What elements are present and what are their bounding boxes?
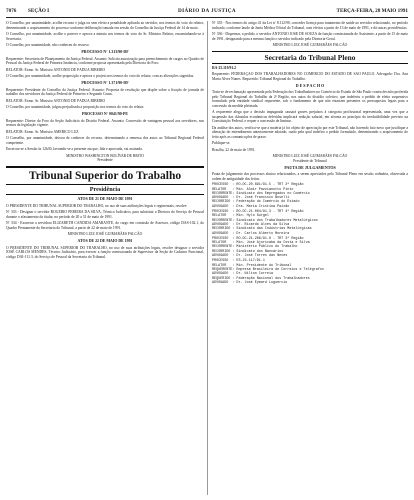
process-heading: PROCESSO Nº 1.371/90-DF: [81, 80, 129, 85]
paragraph: Encerrou-se a Sessão às 12h30, lavrando-se a presente ata que, lida e aprovada, vai assinada.: [6, 147, 143, 151]
paragraph: O Conselho, por unanimidade, deixou de conhecer do recurso, determinando a remessa dos autos ao Tribunal Regional Federal competente.: [6, 136, 204, 145]
court-banner: [6, 166, 204, 185]
paragraph: Trata-se de reclamação apresentada pela Federação dos Trabalhadores no Comércio do Estado de São Paulo contra decisão proferida pelo Tribunal Regional do Trabalho da 2ª Região, nos autos do dissídio coletivo, que indeferiu o pedido de efeito suspensivo formulado pela entidade sindical requerente, sob o fundamento de que não estariam presentes os pressupostos legais para a concessão da medida pleiteada.: [212, 90, 408, 108]
paragraph: Requerente: Presidente do Conselho da Justiça Federal. Assunto: Proposta de resolução que dispõe sobre a fixação de jornada de trabalho dos servidores da Justiça Federal de Primeiro e Segundo Graus.: [6, 87, 204, 96]
process-number: RA-25.119/91.2: [212, 65, 236, 70]
agenda-entry: PROCESSO : RO-DC-21.004/91.3 - TRT 4ª Região RELATOR : Min. Hylo Gurgel RECORRENTE: Sindicato dos Trabalhadores Metalúrgicos ADVOGADO : Dr. Ricardo Alves da Silva RECORRIDO : Sindicato das Indústrias Metalúrgicas ADVOGADO : Dr. Carlos Alberto Moreira: [212, 210, 318, 236]
paragraph: A requerente alega que a decisão impugnada causará graves prejuízos à categoria profissional representada, uma vez que a suspensão das cláusulas econômicas deferidas implicará redução salarial, em afronta ao princípio da irredutibilidade previsto na Constituição Federal, e requer a concessão de liminar.: [212, 110, 408, 124]
paragraph: O PRESIDENTE DO TRIBUNAL SUPERIOR DO TRABALHO, no uso de suas atribuições legais, resolve designar o servidor JOSÉ CARLOS MENDES, Técnico Judiciário, para exercer a função comissionada de Supervisor da Seção de Cadastro Funcional, código DAI-111.3, do Serviço de Pessoal da Secretaria do Tribunal.: [6, 245, 204, 259]
section-banner: [212, 51, 408, 64]
paragraph: Requerente: FEDERAÇÃO DOS TRABALHADORES NO COMÉRCIO DO ESTADO DE SÃO PAULO. Advogado: Dra. Ana Maria Alves Nunes. Requerido: Tribunal Regional do Trabalho.: [212, 72, 408, 81]
column-separator: [207, 21, 208, 495]
section-label: SEÇÃO I: [28, 8, 50, 14]
paragraph: Nº 334 - Exonerar a servidora ELIZABETH CÂNDIDA AMARANTE, do cargo em comissão de Assessor, código DAS-102.1, do Quadro Permanente da Secretaria do Tribunal, a partir de 22 de maio de 1991.: [6, 221, 204, 230]
relator-line: RELATOR: Exmo. Sr. Ministro ANTÔNIO DE PÁDUA RIBEIRO: [6, 98, 106, 103]
process-heading: PROCESSO Nº 0041/90-PE: [81, 111, 129, 116]
signature-role: Presidente do Tribunal: [293, 158, 327, 163]
header-rule: [6, 17, 408, 18]
left-column: [6, 21, 204, 261]
paragraph: Pauta de julgamento dos processos abaixo relacionados, a serem apreciados pelo Tribunal Pleno em sessão ordinária, observada a ordem de antiguidade dos feitos.: [212, 172, 408, 181]
agenda-heading: PAUTA DE JULGAMENTOS: [284, 165, 336, 171]
paragraph: Brasília, 22 de maio de 1991.: [212, 147, 256, 152]
court-title: Tribunal Superior do Trabalho: [28, 169, 182, 182]
relator-line: RELATOR: Exmo. Sr. Ministro AMÉRICO LUZ: [6, 129, 79, 134]
signature-name: MINISTRO LUIZ JOSÉ GUIMARÃES FALCÃO: [272, 154, 348, 159]
publication-title: DIÁRIO DA JUSTIÇA: [177, 8, 237, 14]
paragraph: Requerente: Secretaria de Planejamento da Justiça Federal. Assunto: Solicita autorização para preenchimento de cargos no Quadro de Pessoal da Justiça Federal de Primeira Instância, conforme proposta apresentada pela Diretoria do Foro.: [6, 56, 204, 65]
paragraph: Da análise dos autos, verifica-se que a matéria já foi objeto de apreciação por este Tribunal, não havendo fato novo que justifique a alteração do entendimento anteriormente adotado, razão pela qual indefiro o pedido formulado, determinando o arquivamento do feito após as comunicações de praxe.: [212, 125, 408, 139]
page-number: 7076: [6, 8, 17, 14]
signature-name: MINISTRO LUIZ JOSÉ GUIMARÃES FALCÃO: [272, 43, 348, 47]
acts-heading: ATOS DE 22 DE MAIO DE 1991: [77, 238, 133, 243]
paragraph: O Conselho, por unanimidade, acolhe o parecer e aprova a minuta nos termos do voto do Sr. Ministro Relator, encaminhando-se à Secretaria.: [6, 32, 204, 41]
agenda-entry: PROCESSO : ES-23.117/91.1 RELATOR : Min. Presidente do Tribunal REQUERENTE: Empresa Brasileira de Correios e Telégrafos ADVOGADO : Dr. Nilton Correia REQUERIDO : Federação Nacional dos Trabalhadores ADVOGADO : Dr. José Eymard Loguercio: [212, 259, 324, 285]
signature-name: MINISTRO LUIZ JOSÉ GUIMARÃES FALCÃO: [67, 232, 143, 237]
relator-line: RELATOR: Exmo. Sr. Ministro ANTÔNIO DE PÁDUA RIBEIRO: [6, 67, 106, 72]
paragraph: O Conselho, por unanimidade, julgou prejudicada a proposição nos termos do voto do relator.: [6, 105, 145, 109]
court-subsection: Presidência: [6, 185, 204, 195]
paragraph: Nº 333 - Designar o servidor ROGÉRIO PEREIRA DA SILVA, Técnico Judiciário, para substituir a Diretora do Serviço de Pessoal durante o afastamento da titular, no período de 20 a 31 de maio de 1991.: [6, 210, 204, 219]
paragraph: O Conselho, por unanimidade, acolhe recurso e julga ou sem efeito a penalidade aplicada ao servidor, nos termos do voto do relator, determinando o arquivamento do processo conforme deliberação tomada em sessão do Conselho da Justiça Federal de 14 de maio.: [6, 21, 204, 30]
section-title: Secretaria do Tribunal Pleno: [264, 52, 356, 62]
dispatch-heading: D E S P A C H O: [295, 83, 325, 89]
paragraph: O Conselho, por unanimidade, acolhe proposição e aprova o projeto nos termos do voto do relator, com as alterações sugeridas.: [6, 74, 195, 78]
page-header: [6, 6, 408, 16]
paragraph: O Conselho, por unanimidade, não conheceu do recurso.: [6, 43, 90, 47]
process-heading: PROCESSO Nº 1.313/90-DF: [81, 49, 129, 54]
right-column: [212, 21, 408, 286]
acts-heading: ATOS DE 21 DE MAIO DE 1991: [77, 196, 133, 201]
paragraph: Requerente: Diretor do Foro da Seção Judiciária do Distrito Federal. Assunto: Concessão de vantagem pessoal aos servidores, nos termos da legislação vigente.: [6, 118, 204, 127]
paragraph: Publique-se.: [212, 141, 231, 146]
signature-role: Presidente: [97, 158, 113, 163]
agenda-entry: PROCESSO : RO-DC-20.891/91.5 - TRT 2ª Região RELATOR : Min. Almir Pazzianotto Pinto RECORRENTE: Sindicato dos Empregados no Comércio ADVOGADO : Dr. José Francisco Boselli RECORRIDO : Federação do Comércio do Estado ADVOGADO : Dra. Maria Cristina Paixão: [212, 183, 310, 209]
paragraph: O PRESIDENTE DO TRIBUNAL SUPERIOR DO TRABALHO, no uso de suas atribuições legais e regimentais, resolve:: [6, 203, 188, 208]
signature-name: MINISTRO WASHINGTON BOLÍVAR DE BRITO: [66, 153, 144, 158]
publication-date: TERÇA-FEIRA, 28 MAIO 1991: [336, 8, 408, 14]
paragraph: Nº 336 - Dispensar, a pedido, o servidor ANTÔNIO JOSÉ DE SOUZA da função comissionada de Assistente, a partir de 15 de maio de 1991, designando para a mesma função o servidor indicado pela Diretoria-Geral.: [212, 32, 408, 41]
agenda-entry: PROCESSO : RO-DC-21.266/91.8 - TRT 3ª Região RELATOR : Min. José Ajuricaba da Costa e Silva RECORRENTE: Ministério Público do Trabalho RECORRIDO : Sindicato dos Bancários ADVOGADO : Dr. José Torres das Neves: [212, 236, 310, 259]
paragraph: Nº 335 - Nos termos do artigo 41 da Lei nº 8.112/90, conceder licença para tratamento de saúde ao servidor relacionado, no período indicado, conforme laudo da Junta Médica Oficial do Tribunal, com efeitos a partir de 13 de maio de 1991, e dá outras providências.: [212, 21, 408, 30]
